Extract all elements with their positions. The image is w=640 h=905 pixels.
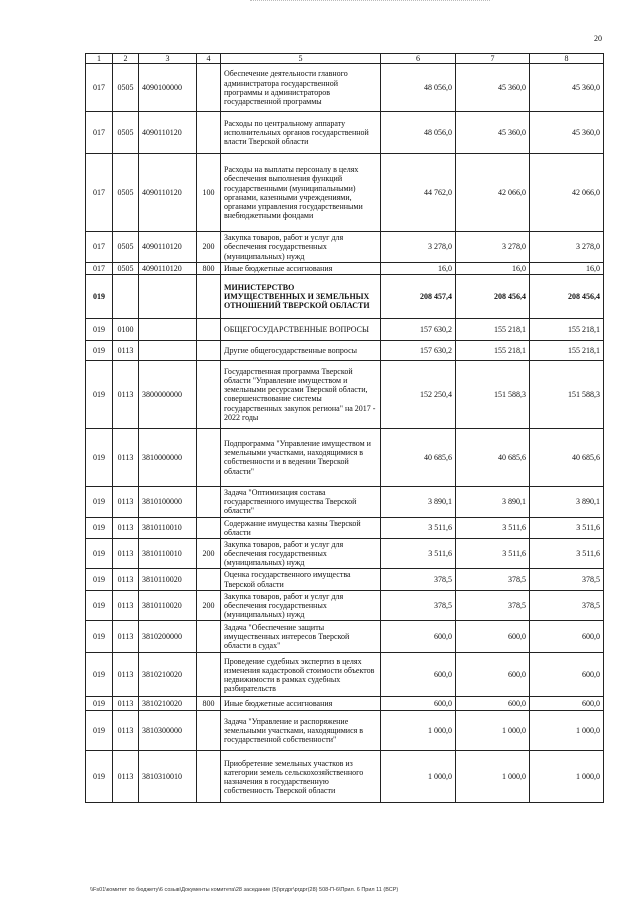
table-row — [86, 64, 604, 112]
table-row — [86, 428, 604, 486]
table-row — [86, 517, 604, 538]
line-name-cell: Расходы по центральному аппарату исполнительных органов государственной власти Тверской области — [221, 112, 381, 154]
amount-2021-cell: 40 685,6 — [456, 428, 530, 486]
table-row — [86, 590, 604, 621]
amount-2021-cell: 45 360,0 — [456, 112, 530, 154]
budget-table — [85, 53, 604, 803]
amount-2021-cell: 600,0 — [456, 653, 530, 697]
expense-type-cell — [197, 486, 221, 517]
section-code-cell: 0113 — [113, 697, 139, 711]
amount-2020-cell: 152 250,4 — [381, 360, 456, 428]
section-code-cell: 0113 — [113, 360, 139, 428]
header-cell: 1 — [86, 54, 113, 64]
expense-type-cell: 800 — [197, 262, 221, 274]
line-name-cell: Закупка товаров, работ и услуг для обеспечения государственных (муниципальных) нужд — [221, 590, 381, 621]
amount-2021-cell: 1 000,0 — [456, 751, 530, 803]
target-article-cell: 3810310010 — [139, 751, 197, 803]
target-article-cell: 3810110020 — [139, 590, 197, 621]
amount-2020-cell: 378,5 — [381, 569, 456, 590]
expense-type-cell — [197, 621, 221, 653]
table-row — [86, 340, 604, 360]
section-code-cell: 0100 — [113, 318, 139, 340]
expense-type-cell: 800 — [197, 697, 221, 711]
amount-2022-cell: 3 511,6 — [530, 538, 604, 569]
expense-type-cell — [197, 428, 221, 486]
amount-2021-cell: 3 511,6 — [456, 538, 530, 569]
table-row — [86, 232, 604, 263]
table-row — [86, 697, 604, 711]
header-cell: 7 — [456, 54, 530, 64]
amount-2022-cell: 378,5 — [530, 569, 604, 590]
amount-2021-cell: 45 360,0 — [456, 64, 530, 112]
amount-2021-cell: 378,5 — [456, 569, 530, 590]
amount-2022-cell: 600,0 — [530, 621, 604, 653]
expense-type-cell — [197, 751, 221, 803]
amount-2022-cell: 3 511,6 — [530, 517, 604, 538]
admin-code-cell: 019 — [86, 486, 113, 517]
section-code-cell: 0505 — [113, 154, 139, 232]
target-article-cell: 3800000000 — [139, 360, 197, 428]
table-row — [86, 318, 604, 340]
amount-2021-cell: 151 588,3 — [456, 360, 530, 428]
section-code-cell: 0505 — [113, 232, 139, 263]
amount-2021-cell: 16,0 — [456, 262, 530, 274]
amount-2022-cell: 1 000,0 — [530, 751, 604, 803]
table-row — [86, 711, 604, 751]
line-name-cell: Иные бюджетные ассигнования — [221, 262, 381, 274]
amount-2020-cell: 3 511,6 — [381, 538, 456, 569]
expense-type-cell: 200 — [197, 590, 221, 621]
admin-code-cell: 019 — [86, 517, 113, 538]
amount-2020-cell: 16,0 — [381, 262, 456, 274]
target-article-cell: 3810110020 — [139, 569, 197, 590]
expense-type-cell: 200 — [197, 538, 221, 569]
header-cell: 8 — [530, 54, 604, 64]
amount-2020-cell: 3 890,1 — [381, 486, 456, 517]
target-article-cell: 3810110010 — [139, 517, 197, 538]
section-code-cell: 0113 — [113, 486, 139, 517]
amount-2022-cell: 16,0 — [530, 262, 604, 274]
target-article-cell: 3810210020 — [139, 697, 197, 711]
amount-2021-cell: 600,0 — [456, 621, 530, 653]
admin-code-cell: 017 — [86, 154, 113, 232]
table-row — [86, 751, 604, 803]
expense-type-cell — [197, 711, 221, 751]
scan-artifact — [250, 0, 490, 5]
target-article-cell: 4090110120 — [139, 262, 197, 274]
header-cell: 5 — [221, 54, 381, 64]
admin-code-cell: 019 — [86, 751, 113, 803]
line-name-cell: Приобретение земельных участков из категории земель сельскохозяйственного назначения в государственную собственность Тверской области — [221, 751, 381, 803]
page-number: 20 — [594, 34, 602, 43]
amount-2020-cell: 600,0 — [381, 621, 456, 653]
section-code-cell: 0113 — [113, 428, 139, 486]
line-name-cell: МИНИСТЕРСТВО ИМУЩЕСТВЕННЫХ И ЗЕМЕЛЬНЫХ ОТНОШЕНИЙ ТВЕРСКОЙ ОБЛАСТИ — [221, 274, 381, 318]
amount-2020-cell: 600,0 — [381, 697, 456, 711]
amount-2021-cell: 378,5 — [456, 590, 530, 621]
section-code-cell: 0505 — [113, 262, 139, 274]
table-row — [86, 653, 604, 697]
section-code-cell: 0113 — [113, 590, 139, 621]
expense-type-cell — [197, 653, 221, 697]
amount-2022-cell: 155 218,1 — [530, 318, 604, 340]
admin-code-cell: 017 — [86, 262, 113, 274]
amount-2022-cell: 3 890,1 — [530, 486, 604, 517]
admin-code-cell: 019 — [86, 340, 113, 360]
expense-type-cell — [197, 318, 221, 340]
amount-2020-cell: 1 000,0 — [381, 751, 456, 803]
target-article-cell: 3810000000 — [139, 428, 197, 486]
amount-2020-cell: 600,0 — [381, 653, 456, 697]
amount-2021-cell: 3 890,1 — [456, 486, 530, 517]
table-row — [86, 154, 604, 232]
line-name-cell: Задача "Оптимизация состава государственного имущества Тверской области" — [221, 486, 381, 517]
section-code-cell: 0113 — [113, 538, 139, 569]
line-name-cell: Другие общегосударственные вопросы — [221, 340, 381, 360]
admin-code-cell: 019 — [86, 538, 113, 569]
section-code-cell: 0113 — [113, 653, 139, 697]
admin-code-cell: 019 — [86, 569, 113, 590]
file-path-footer: \\Fs01\комитет по бюджету\6 созыв\Документы комитета\28 заседание (5)\ргдрг\ргдрг(28) 508-П-6\Прил. 6 Прил 11 (ВСР) — [90, 887, 399, 893]
admin-code-cell: 019 — [86, 428, 113, 486]
expense-type-cell — [197, 360, 221, 428]
amount-2020-cell: 40 685,6 — [381, 428, 456, 486]
table-row — [86, 360, 604, 428]
target-article-cell: 3810200000 — [139, 621, 197, 653]
header-cell: 4 — [197, 54, 221, 64]
admin-code-cell: 019 — [86, 653, 113, 697]
line-name-cell: Иные бюджетные ассигнования — [221, 697, 381, 711]
target-article-cell: 4090110120 — [139, 112, 197, 154]
line-name-cell: Подпрограмма "Управление имуществом и земельными участками, находящимися в собственности и в ведении Тверской области" — [221, 428, 381, 486]
target-article-cell: 3810300000 — [139, 711, 197, 751]
amount-2022-cell: 1 000,0 — [530, 711, 604, 751]
admin-code-cell: 019 — [86, 360, 113, 428]
admin-code-cell: 019 — [86, 274, 113, 318]
line-name-cell: Обеспечение деятельности главного администратора государственной программы и администраторов государственной программы — [221, 64, 381, 112]
amount-2021-cell: 3 511,6 — [456, 517, 530, 538]
amount-2020-cell: 157 630,2 — [381, 340, 456, 360]
line-name-cell: Проведение судебных экспертиз в целях изменения кадастровой стоимости объектов недвижимости в рамках судебных разбирательств — [221, 653, 381, 697]
expense-type-cell: 200 — [197, 232, 221, 263]
amount-2022-cell: 40 685,6 — [530, 428, 604, 486]
section-code-cell: 0113 — [113, 340, 139, 360]
expense-type-cell — [197, 274, 221, 318]
header-cell: 3 — [139, 54, 197, 64]
amount-2022-cell: 600,0 — [530, 653, 604, 697]
amount-2020-cell: 378,5 — [381, 590, 456, 621]
table-row — [86, 486, 604, 517]
section-code-cell: 0113 — [113, 621, 139, 653]
table-header-row — [86, 54, 604, 64]
admin-code-cell: 019 — [86, 697, 113, 711]
target-article-cell: 3810110010 — [139, 538, 197, 569]
amount-2022-cell: 600,0 — [530, 697, 604, 711]
table-row — [86, 274, 604, 318]
line-name-cell: Оценка государственного имущества Тверской области — [221, 569, 381, 590]
admin-code-cell: 019 — [86, 621, 113, 653]
amount-2021-cell: 208 456,4 — [456, 274, 530, 318]
amount-2021-cell: 155 218,1 — [456, 318, 530, 340]
table-row — [86, 621, 604, 653]
section-code-cell: 0505 — [113, 112, 139, 154]
table-row — [86, 262, 604, 274]
target-article-cell — [139, 340, 197, 360]
expense-type-cell — [197, 340, 221, 360]
amount-2021-cell: 1 000,0 — [456, 711, 530, 751]
admin-code-cell: 019 — [86, 711, 113, 751]
admin-code-cell: 017 — [86, 112, 113, 154]
line-name-cell: Расходы на выплаты персоналу в целях обеспечения выполнения функций государственными (муниципальными) органами, казенными учреждениями, органами управления государственными внебюджетными фондами — [221, 154, 381, 232]
expense-type-cell — [197, 517, 221, 538]
amount-2020-cell: 3 511,6 — [381, 517, 456, 538]
line-name-cell: Закупка товаров, работ и услуг для обеспечения государственных (муниципальных) нужд — [221, 232, 381, 263]
line-name-cell: Содержание имущества казны Тверской области — [221, 517, 381, 538]
line-name-cell: Закупка товаров, работ и услуг для обеспечения государственных (муниципальных) нужд — [221, 538, 381, 569]
admin-code-cell: 019 — [86, 318, 113, 340]
amount-2022-cell: 155 218,1 — [530, 340, 604, 360]
line-name-cell: ОБЩЕГОСУДАРСТВЕННЫЕ ВОПРОСЫ — [221, 318, 381, 340]
admin-code-cell: 017 — [86, 64, 113, 112]
amount-2020-cell: 208 457,4 — [381, 274, 456, 318]
amount-2021-cell: 3 278,0 — [456, 232, 530, 263]
table-row — [86, 112, 604, 154]
section-code-cell: 0505 — [113, 64, 139, 112]
amount-2020-cell: 157 630,2 — [381, 318, 456, 340]
admin-code-cell: 019 — [86, 590, 113, 621]
amount-2022-cell: 208 456,4 — [530, 274, 604, 318]
admin-code-cell: 017 — [86, 232, 113, 263]
target-article-cell: 4090100000 — [139, 64, 197, 112]
amount-2022-cell: 151 588,3 — [530, 360, 604, 428]
target-article-cell: 3810210020 — [139, 653, 197, 697]
header-cell: 6 — [381, 54, 456, 64]
amount-2020-cell: 1 000,0 — [381, 711, 456, 751]
expense-type-cell — [197, 112, 221, 154]
target-article-cell — [139, 274, 197, 318]
line-name-cell: Задача "Управление и распоряжение земельными участками, находящимися в государственной собственности" — [221, 711, 381, 751]
amount-2022-cell: 378,5 — [530, 590, 604, 621]
target-article-cell: 4090110120 — [139, 232, 197, 263]
expense-type-cell — [197, 64, 221, 112]
amount-2020-cell: 3 278,0 — [381, 232, 456, 263]
header-cell: 2 — [113, 54, 139, 64]
expense-type-cell — [197, 569, 221, 590]
amount-2020-cell: 44 762,0 — [381, 154, 456, 232]
target-article-cell: 4090110120 — [139, 154, 197, 232]
section-code-cell — [113, 274, 139, 318]
amount-2020-cell: 48 056,0 — [381, 112, 456, 154]
table-row — [86, 538, 604, 569]
amount-2022-cell: 45 360,0 — [530, 112, 604, 154]
amount-2021-cell: 155 218,1 — [456, 340, 530, 360]
amount-2022-cell: 3 278,0 — [530, 232, 604, 263]
amount-2021-cell: 42 066,0 — [456, 154, 530, 232]
target-article-cell — [139, 318, 197, 340]
line-name-cell: Задача "Обеспечение защиты имущественных интересов Тверской области в судах" — [221, 621, 381, 653]
amount-2021-cell: 600,0 — [456, 697, 530, 711]
amount-2022-cell: 45 360,0 — [530, 64, 604, 112]
section-code-cell: 0113 — [113, 751, 139, 803]
section-code-cell: 0113 — [113, 711, 139, 751]
table-row — [86, 569, 604, 590]
expense-type-cell: 100 — [197, 154, 221, 232]
line-name-cell: Государственная программа Тверской области "Управление имуществом и земельными ресурсами Тверской области, совершенствование системы государственных закупок региона" на 2017 - 2022 годы — [221, 360, 381, 428]
amount-2020-cell: 48 056,0 — [381, 64, 456, 112]
amount-2022-cell: 42 066,0 — [530, 154, 604, 232]
section-code-cell: 0113 — [113, 517, 139, 538]
section-code-cell: 0113 — [113, 569, 139, 590]
target-article-cell: 3810100000 — [139, 486, 197, 517]
